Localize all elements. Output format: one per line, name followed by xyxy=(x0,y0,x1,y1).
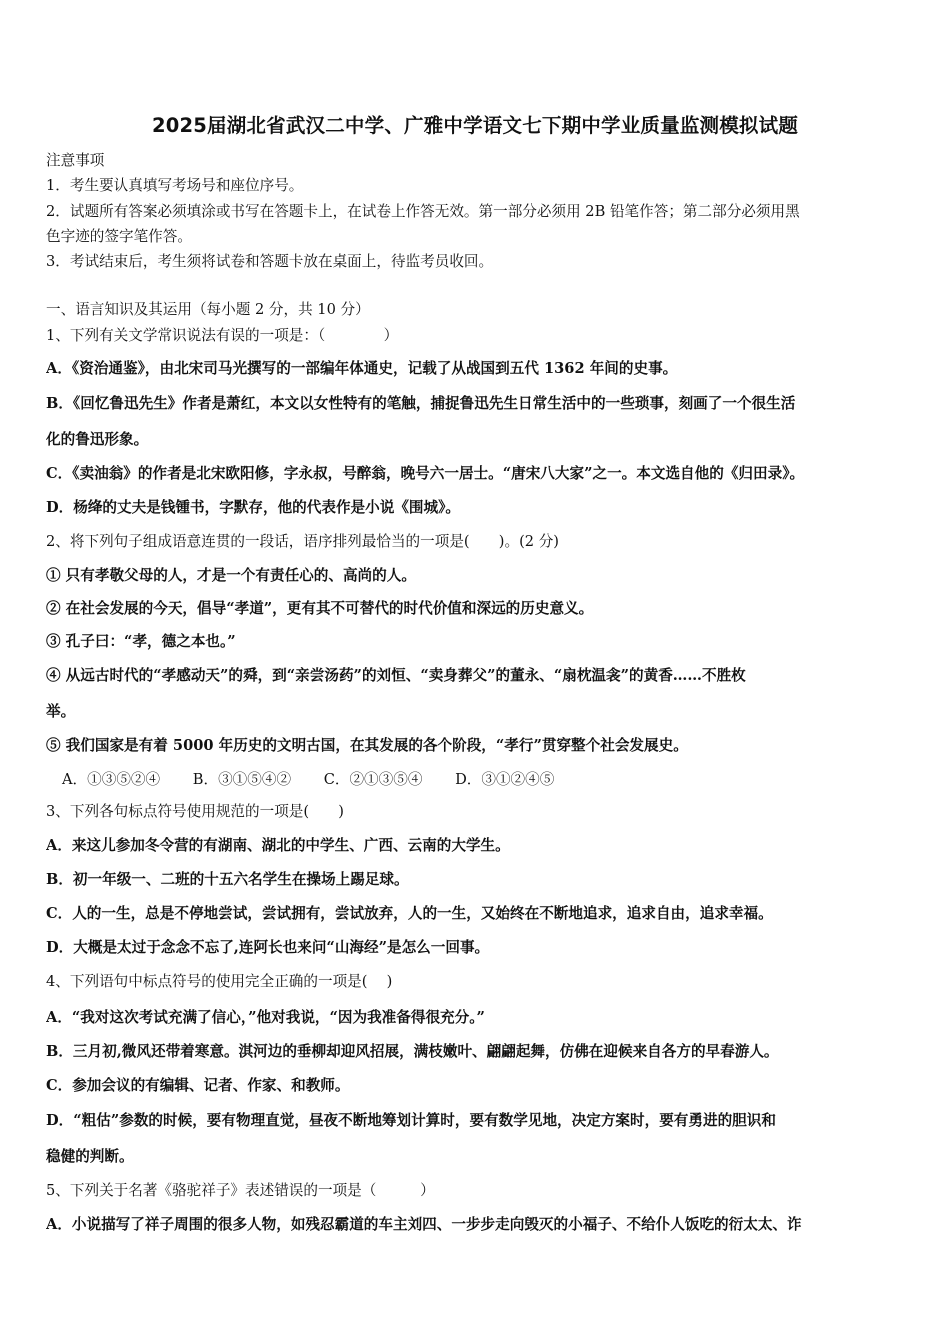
q1-option-b: B．《回忆鲁迅先生》作者是萧红，本文以女性特有的笔触，捕捉鲁迅先生日常生活中的一些琐事，刻画了一个很生活 xyxy=(46,395,796,412)
q1-option-b-cont: 化的鲁迅形象。 xyxy=(46,431,149,448)
q2-choice-d: D．③①②④⑤ xyxy=(455,771,555,788)
q1-stem: 1、下列有关文学常识说法有误的一项是：（ ） xyxy=(46,327,399,344)
q4-option-d-cont: 稳健的判断。 xyxy=(46,1148,134,1165)
notice-item-2-cont: 色字迹的签字笔作答。 xyxy=(46,228,192,245)
q4-option-d: D．“粗估”参数的时候，要有物理直觉，昼夜不断地筹划计算时，要有数学见地，决定方案时，要有勇进的胆识和 xyxy=(46,1112,776,1129)
q4-stem: 4、下列语句中标点符号的使用完全正确的一项是( ) xyxy=(46,973,393,990)
q2-choices xyxy=(62,770,582,790)
q2-choice-a: A．①③⑤②④ xyxy=(62,771,161,788)
q3-option-a: A．来这儿参加冬令营的有湖南、湖北的中学生、广西、云南的大学生。 xyxy=(46,837,510,854)
q1-option-a: A．《资治通鉴》，由北宋司马光撰写的一部编年体通史，记载了从战国到五代 1362 年间的史事。 xyxy=(46,360,678,377)
q1-option-c: C．《卖油翁》的作者是北宋欧阳修，字永叔，号醉翁，晚号六一居士。“唐宋八大家”之一。本文选自他的《归田录》。 xyxy=(46,465,805,482)
notice-heading: 注意事项 xyxy=(46,152,105,169)
notice-item-1: 1．考生要认真填写考场号和座位序号。 xyxy=(46,177,304,194)
q3-option-c: C．人的一生，总是不停地尝试，尝试拥有，尝试放弃，人的一生，又始终在不断地追求，追求自由，追求幸福。 xyxy=(46,905,773,922)
q4-option-c: C．参加会议的有编辑、记者、作家、和教师。 xyxy=(46,1077,350,1094)
q2-sentence-1: ① 只有孝敬父母的人，才是一个有责任心的、高尚的人。 xyxy=(46,567,416,584)
q1-option-d: D．杨绛的丈夫是钱锺书，字默存，他的代表作是小说《围城》。 xyxy=(46,499,460,516)
q2-sentence-4: ④ 从远古时代的“孝感动天”的舜，到“亲尝汤药”的刘恒、“卖身葬父”的董永、“扇枕温衾”的黄香……不胜枚 xyxy=(46,667,746,684)
q2-sentence-3: ③ 孔子曰：“孝，德之本也。” xyxy=(46,633,236,650)
q3-stem: 3、下列各句标点符号使用规范的一项是( ) xyxy=(46,803,344,820)
notice-item-3: 3．考试结束后，考生须将试卷和答题卡放在桌面上，待监考员收回。 xyxy=(46,253,494,270)
notice-item-2: 2．试题所有答案必须填涂或书写在答题卡上，在试卷上作答无效。第一部分必须用 2B 铅笔作答；第二部分必须用黑 xyxy=(46,203,800,220)
q4-option-a: A．“我对这次考试充满了信心，”他对我说，“因为我准备得很充分。” xyxy=(46,1009,485,1026)
q2-sentence-5: ⑤ 我们国家是有着 5000 年历史的文明古国，在其发展的各个阶段，“孝行”贯穿整个社会发展史。 xyxy=(46,737,688,754)
q2-sentence-2: ② 在社会发展的今天，倡导“孝道”，更有其不可替代的时代价值和深远的历史意义。 xyxy=(46,600,594,617)
q2-sentence-4-cont: 举。 xyxy=(46,703,76,720)
q2-choice-c: C．②①③⑤④ xyxy=(323,771,423,788)
q5-option-a: A．小说描写了祥子周围的很多人物，如残忍霸道的车主刘四、一步步走向毁灭的小福子、不给仆人饭吃的衍太太、诈 xyxy=(46,1216,802,1233)
q5-stem: 5、下列关于名著《骆驼祥子》表述错误的一项是（ ） xyxy=(46,1182,435,1199)
section-heading: 一、语言知识及其运用（每小题 2 分，共 10 分） xyxy=(46,301,370,318)
q3-option-d: D．大概是太过于念念不忘了,连阿长也来问“山海经”是怎么一回事。 xyxy=(46,939,490,956)
q2-choice-b: B．③①⑤④② xyxy=(192,771,292,788)
q4-option-b: B．三月初,微风还带着寒意。淇河边的垂柳却迎风招展，满枝嫩叶、翩翩起舞，仿佛在迎候来自各方的早春游人。 xyxy=(46,1043,779,1060)
exam-title: 2025届湖北省武汉二中学、广雅中学语文七下期中学业质量监测模拟试题 xyxy=(151,114,799,137)
q3-option-b: B．初一年级一、二班的十五六名学生在操场上踢足球。 xyxy=(46,871,409,888)
q2-stem: 2、将下列句子组成语意连贯的一段话，语序排列最恰当的一项是( )。(2 分) xyxy=(46,533,559,550)
